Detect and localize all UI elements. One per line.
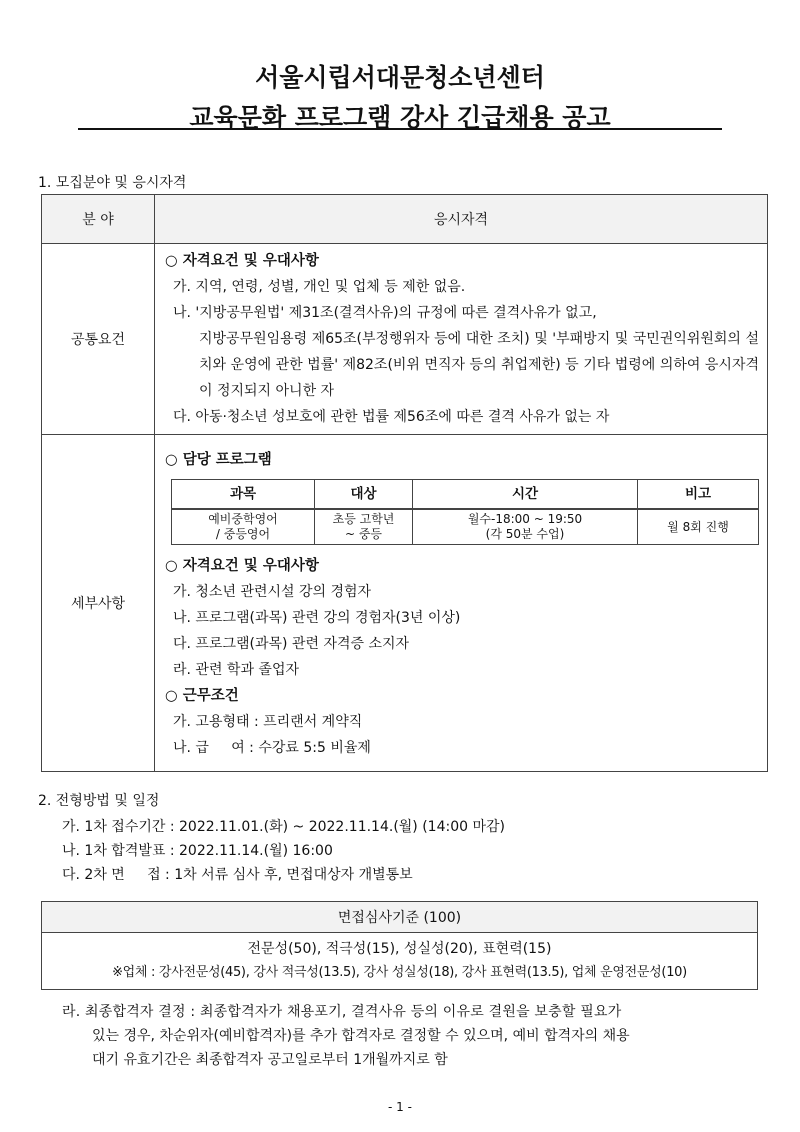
interview-criteria-header: 면접심사기준 (100) — [42, 902, 758, 933]
common-requirements-row — [42, 244, 768, 435]
common-requirements-content — [155, 244, 768, 435]
program-col-note: 비고 — [638, 480, 759, 510]
common-item-na-1: 나. '지방공무원법' 제31조(결격사유)의 규정에 따른 결격사유가 없고, — [173, 305, 597, 321]
schedule-item: 가. 1차 접수기간 : 2022.11.01.(화) ~ 2022.11.14.(월) (14:00 마감) — [62, 819, 505, 835]
final-note-line3: 대기 유효기간은 최종합격자 공고일로부터 1개월까지로 함 — [92, 1052, 448, 1068]
common-requirements-label: 공통요건 — [42, 244, 155, 435]
program-note: 월 8회 진행 — [638, 509, 759, 545]
interview-criteria-table — [41, 901, 758, 990]
schedule-list — [62, 815, 505, 887]
program-table — [171, 479, 759, 545]
section2-heading: 2. 전형방법 및 일정 — [38, 793, 160, 809]
program-time — [413, 509, 638, 545]
interview-criteria-individual: 전문성(50), 적극성(15), 성실성(20), 표현력(15) — [247, 941, 552, 957]
common-item-na-2: 지방공무원임용령 제65조(부정행위자 등에 대한 조치) 및 '부패방지 및 국민권익위원회의 설치와 운영에 관한 법률' 제82조(비위 면직자 등의 취업제한) 등 기타 법령에 의하여 응시자격이 정지되지 아니한 자 — [199, 331, 759, 399]
schedule-item: 나. 1차 합격발표 : 2022.11.14.(월) 16:00 — [62, 843, 333, 859]
interview-criteria-body — [42, 933, 758, 990]
final-selection-note — [62, 1000, 762, 1072]
detail-qual-header: ○ 자격요건 및 우대사항 — [165, 558, 319, 574]
work-conditions-header: ○ 근무조건 — [165, 688, 239, 704]
program-time-line2: (각 50분 수업) — [485, 527, 565, 541]
detail-qual-item: 가. 청소년 관련시설 강의 경험자 — [173, 584, 372, 600]
col-qualification-header: 응시자격 — [155, 195, 768, 244]
common-item-da: 다. 아동·청소년 성보호에 관한 법률 제56조에 따른 결격 사유가 없는 자 — [173, 409, 610, 425]
program-col-time: 시간 — [413, 480, 638, 510]
page-subtitle: 교육문화 프로그램 강사 긴급채용 공고 — [189, 103, 611, 132]
section1-heading: 1. 모집분야 및 응시자격 — [38, 175, 187, 191]
common-item-ga: 가. 지역, 연령, 성별, 개인 및 업체 등 제한 없음. — [173, 279, 466, 295]
work-condition-item: 나. 급 여 : 수강료 5:5 비율제 — [173, 740, 371, 756]
program-subject-line1: 예비중학영어 — [208, 512, 278, 526]
detail-qual-item: 나. 프로그램(과목) 관련 강의 경험자(3년 이상) — [173, 610, 461, 626]
program-target-line1: 초등 고학년 — [332, 512, 395, 526]
program-time-line1: 월수-18:00 ~ 19:50 — [467, 512, 583, 526]
interview-criteria-company: ※업체 : 강사전문성(45), 강사 적극성(13.5), 강사 성실성(18), 강사 표현력(13.5), 업체 운영전문성(10) — [112, 965, 687, 980]
final-note-line2: 있는 경우, 차순위자(예비합격자)를 추가 합격자로 결정할 수 있으며, 예비 합격자의 채용 — [92, 1028, 630, 1044]
qualification-table-header — [42, 195, 768, 244]
detail-qual-item: 라. 관련 학과 졸업자 — [173, 662, 299, 678]
program-subject-line2: / 중등영어 — [215, 527, 271, 541]
program-table-row — [172, 509, 759, 545]
work-condition-item: 가. 고용형태 : 프리랜서 계약직 — [173, 714, 363, 730]
col-field-header: 분 야 — [42, 195, 155, 244]
program-target-line2: ~ 중등 — [344, 527, 383, 541]
program-header: ○ 담당 프로그램 — [165, 452, 272, 468]
title-underline — [78, 128, 722, 130]
program-table-header — [172, 480, 759, 510]
detail-qual-item: 다. 프로그램(과목) 관련 자격증 소지자 — [173, 636, 410, 652]
common-qual-header: ○ 자격요건 및 우대사항 — [165, 253, 319, 269]
program-col-subject: 과목 — [172, 480, 315, 510]
page-number: - 1 - — [388, 1100, 412, 1114]
schedule-item: 다. 2차 면 접 : 1차 서류 심사 후, 면접대상자 개별통보 — [62, 867, 413, 883]
detail-label: 세부사항 — [42, 435, 155, 772]
program-col-target: 대상 — [315, 480, 413, 510]
detail-content — [155, 435, 768, 772]
page-title: 서울시립서대문청소년센터 — [255, 63, 545, 92]
final-note-line1: 라. 최종합격자 결정 : 최종합격자가 채용포기, 결격사유 등의 이유로 결원을 보충할 필요가 — [62, 1004, 622, 1020]
program-subject — [172, 509, 315, 545]
program-target — [315, 509, 413, 545]
detail-row — [42, 435, 768, 772]
qualification-table — [41, 194, 768, 772]
